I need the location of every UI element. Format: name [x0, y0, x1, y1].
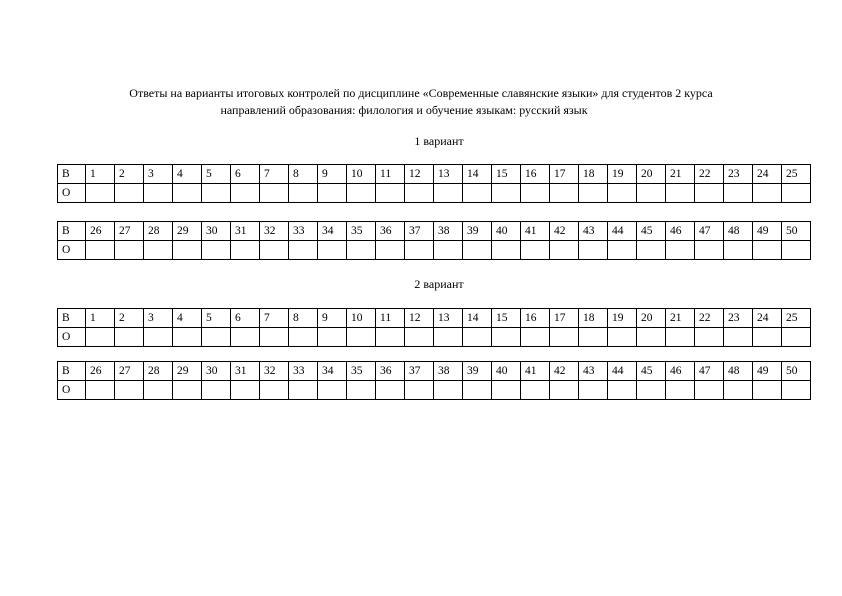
answer-cell[interactable] [782, 184, 811, 203]
answer-cell[interactable] [405, 241, 434, 260]
question-number-cell: 22 [695, 165, 724, 184]
question-number-cell: 25 [782, 309, 811, 328]
question-number-cell: 10 [347, 309, 376, 328]
variant-2-table-questions-26-50 [57, 361, 811, 400]
question-number-cell: 34 [318, 222, 347, 241]
question-number-cell: 10 [347, 165, 376, 184]
question-number-cell: 7 [260, 309, 289, 328]
answer-cell[interactable] [231, 381, 260, 400]
question-number-cell: 11 [376, 165, 405, 184]
answer-cell[interactable] [202, 241, 231, 260]
answer-cell[interactable] [289, 328, 318, 347]
question-number-cell: 37 [405, 222, 434, 241]
question-number-cell: 28 [144, 362, 173, 381]
answer-cell[interactable] [260, 328, 289, 347]
answer-cell[interactable] [695, 328, 724, 347]
question-number-cell: 19 [608, 165, 637, 184]
question-row-label: В [58, 165, 86, 184]
question-number-cell: 7 [260, 165, 289, 184]
variant-2-title: 2 вариант [414, 277, 464, 291]
answer-cell[interactable] [492, 184, 521, 203]
answer-cell[interactable] [434, 184, 463, 203]
answer-cell[interactable] [782, 328, 811, 347]
question-number-cell: 19 [608, 309, 637, 328]
question-number-cell: 32 [260, 222, 289, 241]
answer-cell[interactable] [550, 184, 579, 203]
question-number-cell: 14 [463, 165, 492, 184]
answer-cell[interactable] [579, 328, 608, 347]
question-number-cell: 45 [637, 222, 666, 241]
answer-cell[interactable] [144, 381, 173, 400]
answer-cell[interactable] [347, 381, 376, 400]
answer-cell[interactable] [521, 381, 550, 400]
variant-2-table-questions-1-25 [57, 308, 811, 347]
question-number-cell: 48 [724, 362, 753, 381]
question-number-cell: 1 [86, 309, 115, 328]
question-row-label: В [58, 362, 86, 381]
question-number-cell: 1 [86, 165, 115, 184]
question-number-cell: 20 [637, 165, 666, 184]
question-number-cell: 24 [753, 165, 782, 184]
answer-cell[interactable] [579, 381, 608, 400]
answer-cell[interactable] [318, 328, 347, 347]
answer-cell[interactable] [695, 184, 724, 203]
question-number-cell: 5 [202, 165, 231, 184]
question-number-cell: 35 [347, 362, 376, 381]
variant-1-title: 1 вариант [414, 134, 464, 148]
answer-cell[interactable] [144, 184, 173, 203]
answer-cell[interactable] [608, 241, 637, 260]
question-number-cell: 29 [173, 222, 202, 241]
question-number-cell: 17 [550, 309, 579, 328]
question-number-cell: 47 [695, 362, 724, 381]
question-number-cell: 39 [463, 222, 492, 241]
question-number-cell: 47 [695, 222, 724, 241]
answer-cell[interactable] [724, 328, 753, 347]
question-number-cell: 3 [144, 309, 173, 328]
variant-1-table-questions-26-50 [57, 221, 811, 260]
question-number-cell: 45 [637, 362, 666, 381]
question-number-row [58, 309, 811, 328]
question-number-cell: 4 [173, 165, 202, 184]
answer-row-label: О [58, 328, 86, 347]
question-number-cell: 33 [289, 222, 318, 241]
answer-cell[interactable] [666, 184, 695, 203]
answer-cell[interactable] [231, 241, 260, 260]
question-number-cell: 34 [318, 362, 347, 381]
answer-cell[interactable] [637, 184, 666, 203]
question-number-cell: 40 [492, 362, 521, 381]
question-number-cell: 15 [492, 165, 521, 184]
question-number-cell: 8 [289, 165, 318, 184]
answer-cell[interactable] [463, 381, 492, 400]
answer-cell[interactable] [695, 381, 724, 400]
question-number-row [58, 362, 811, 381]
answer-cell[interactable] [550, 381, 579, 400]
question-number-row [58, 165, 811, 184]
question-number-cell: 13 [434, 309, 463, 328]
answer-cell[interactable] [115, 184, 144, 203]
question-number-cell: 15 [492, 309, 521, 328]
question-number-cell: 16 [521, 165, 550, 184]
question-number-cell: 22 [695, 309, 724, 328]
answer-cell[interactable] [492, 241, 521, 260]
answer-row-label: О [58, 381, 86, 400]
answer-cell[interactable] [637, 241, 666, 260]
question-number-cell: 17 [550, 165, 579, 184]
answer-cell[interactable] [318, 381, 347, 400]
answer-cell[interactable] [115, 241, 144, 260]
answer-cell[interactable] [666, 381, 695, 400]
answer-cell[interactable] [347, 241, 376, 260]
answer-cell[interactable] [173, 381, 202, 400]
question-number-cell: 30 [202, 222, 231, 241]
answer-cell[interactable] [202, 328, 231, 347]
answer-cell[interactable] [376, 241, 405, 260]
question-number-cell: 42 [550, 222, 579, 241]
answer-cell[interactable] [666, 328, 695, 347]
question-number-cell: 12 [405, 165, 434, 184]
answer-cell[interactable] [376, 381, 405, 400]
answer-cell[interactable] [608, 381, 637, 400]
answer-cell[interactable] [231, 328, 260, 347]
question-number-cell: 29 [173, 362, 202, 381]
answer-row-label: О [58, 241, 86, 260]
question-number-cell: 26 [86, 362, 115, 381]
question-number-cell: 43 [579, 362, 608, 381]
answer-cell[interactable] [289, 241, 318, 260]
answer-cell[interactable] [521, 241, 550, 260]
document-title-line-2: направлений образования: филология и обучение языкам: русский язык [220, 103, 588, 117]
question-number-cell: 27 [115, 362, 144, 381]
question-number-cell: 41 [521, 362, 550, 381]
answer-cell[interactable] [347, 184, 376, 203]
answer-cell[interactable] [318, 241, 347, 260]
question-number-cell: 6 [231, 309, 260, 328]
question-number-cell: 16 [521, 309, 550, 328]
answer-cell[interactable] [318, 184, 347, 203]
answer-cell[interactable] [753, 381, 782, 400]
answer-cell[interactable] [521, 328, 550, 347]
question-number-cell: 25 [782, 165, 811, 184]
question-number-cell: 40 [492, 222, 521, 241]
document-title-line-1: Ответы на варианты итоговых контролей по дисциплине «Современные славянские языки» для студентов 2 курса [129, 86, 713, 100]
answer-cell[interactable] [376, 184, 405, 203]
answer-cell[interactable] [260, 184, 289, 203]
question-number-cell: 9 [318, 165, 347, 184]
answer-cell[interactable] [86, 184, 115, 203]
answer-cell[interactable] [231, 184, 260, 203]
answer-cell[interactable] [173, 184, 202, 203]
answer-cell[interactable] [86, 241, 115, 260]
question-number-cell: 38 [434, 362, 463, 381]
question-number-cell: 43 [579, 222, 608, 241]
answer-cell[interactable] [86, 328, 115, 347]
answer-cell[interactable] [260, 381, 289, 400]
answer-cell[interactable] [376, 328, 405, 347]
question-number-cell: 18 [579, 309, 608, 328]
answer-row [58, 328, 811, 347]
question-number-cell: 31 [231, 362, 260, 381]
answer-cell[interactable] [753, 328, 782, 347]
answer-cell[interactable] [753, 241, 782, 260]
question-number-row [58, 222, 811, 241]
question-number-cell: 28 [144, 222, 173, 241]
answer-cell[interactable] [289, 184, 318, 203]
answer-cell[interactable] [434, 328, 463, 347]
answer-cell[interactable] [608, 184, 637, 203]
question-number-cell: 13 [434, 165, 463, 184]
answer-row [58, 184, 811, 203]
question-number-cell: 36 [376, 362, 405, 381]
answer-cell[interactable] [144, 328, 173, 347]
question-number-cell: 32 [260, 362, 289, 381]
question-number-cell: 49 [753, 222, 782, 241]
question-number-cell: 44 [608, 362, 637, 381]
question-number-cell: 2 [115, 165, 144, 184]
answer-cell[interactable] [637, 381, 666, 400]
question-number-cell: 21 [666, 165, 695, 184]
question-number-cell: 30 [202, 362, 231, 381]
answer-cell[interactable] [724, 241, 753, 260]
answer-cell[interactable] [173, 328, 202, 347]
question-number-cell: 42 [550, 362, 579, 381]
answer-cell[interactable] [202, 381, 231, 400]
answer-cell[interactable] [492, 328, 521, 347]
answer-cell[interactable] [463, 241, 492, 260]
answer-cell[interactable] [434, 381, 463, 400]
question-number-cell: 41 [521, 222, 550, 241]
answer-cell[interactable] [579, 184, 608, 203]
question-number-cell: 6 [231, 165, 260, 184]
question-number-cell: 5 [202, 309, 231, 328]
question-number-cell: 11 [376, 309, 405, 328]
question-number-cell: 33 [289, 362, 318, 381]
question-number-cell: 3 [144, 165, 173, 184]
answer-row [58, 381, 811, 400]
question-number-cell: 2 [115, 309, 144, 328]
question-number-cell: 12 [405, 309, 434, 328]
question-number-cell: 31 [231, 222, 260, 241]
answer-cell[interactable] [463, 328, 492, 347]
answer-cell[interactable] [173, 241, 202, 260]
answer-cell[interactable] [260, 241, 289, 260]
question-number-cell: 49 [753, 362, 782, 381]
answer-cell[interactable] [347, 328, 376, 347]
answer-cell[interactable] [550, 241, 579, 260]
answer-cell[interactable] [202, 184, 231, 203]
answer-row-label: О [58, 184, 86, 203]
answer-cell[interactable] [521, 184, 550, 203]
answer-cell[interactable] [405, 184, 434, 203]
answer-cell[interactable] [724, 381, 753, 400]
question-number-cell: 46 [666, 362, 695, 381]
question-number-cell: 46 [666, 222, 695, 241]
answer-cell[interactable] [492, 381, 521, 400]
question-number-cell: 37 [405, 362, 434, 381]
question-number-cell: 9 [318, 309, 347, 328]
answer-cell[interactable] [86, 381, 115, 400]
question-number-cell: 35 [347, 222, 376, 241]
answer-cell[interactable] [289, 381, 318, 400]
question-number-cell: 50 [782, 222, 811, 241]
question-number-cell: 38 [434, 222, 463, 241]
question-row-label: В [58, 309, 86, 328]
question-number-cell: 23 [724, 309, 753, 328]
answer-cell[interactable] [144, 241, 173, 260]
question-number-cell: 21 [666, 309, 695, 328]
question-row-label: В [58, 222, 86, 241]
answer-cell[interactable] [724, 184, 753, 203]
question-number-cell: 20 [637, 309, 666, 328]
variant-1-table-questions-1-25 [57, 164, 811, 203]
answer-cell[interactable] [782, 381, 811, 400]
answer-cell[interactable] [782, 241, 811, 260]
answer-cell[interactable] [115, 381, 144, 400]
question-number-cell: 36 [376, 222, 405, 241]
question-number-cell: 14 [463, 309, 492, 328]
question-number-cell: 27 [115, 222, 144, 241]
question-number-cell: 24 [753, 309, 782, 328]
answer-row [58, 241, 811, 260]
answer-cell[interactable] [405, 381, 434, 400]
question-number-cell: 26 [86, 222, 115, 241]
answer-cell[interactable] [115, 328, 144, 347]
answer-cell[interactable] [608, 328, 637, 347]
answer-cell[interactable] [637, 328, 666, 347]
question-number-cell: 23 [724, 165, 753, 184]
question-number-cell: 50 [782, 362, 811, 381]
question-number-cell: 4 [173, 309, 202, 328]
answer-cell[interactable] [463, 184, 492, 203]
answer-cell[interactable] [579, 241, 608, 260]
answer-cell[interactable] [695, 241, 724, 260]
question-number-cell: 8 [289, 309, 318, 328]
question-number-cell: 18 [579, 165, 608, 184]
question-number-cell: 39 [463, 362, 492, 381]
answer-cell[interactable] [434, 241, 463, 260]
question-number-cell: 44 [608, 222, 637, 241]
question-number-cell: 48 [724, 222, 753, 241]
answer-cell[interactable] [550, 328, 579, 347]
answer-cell[interactable] [753, 184, 782, 203]
answer-cell[interactable] [666, 241, 695, 260]
answer-cell[interactable] [405, 328, 434, 347]
